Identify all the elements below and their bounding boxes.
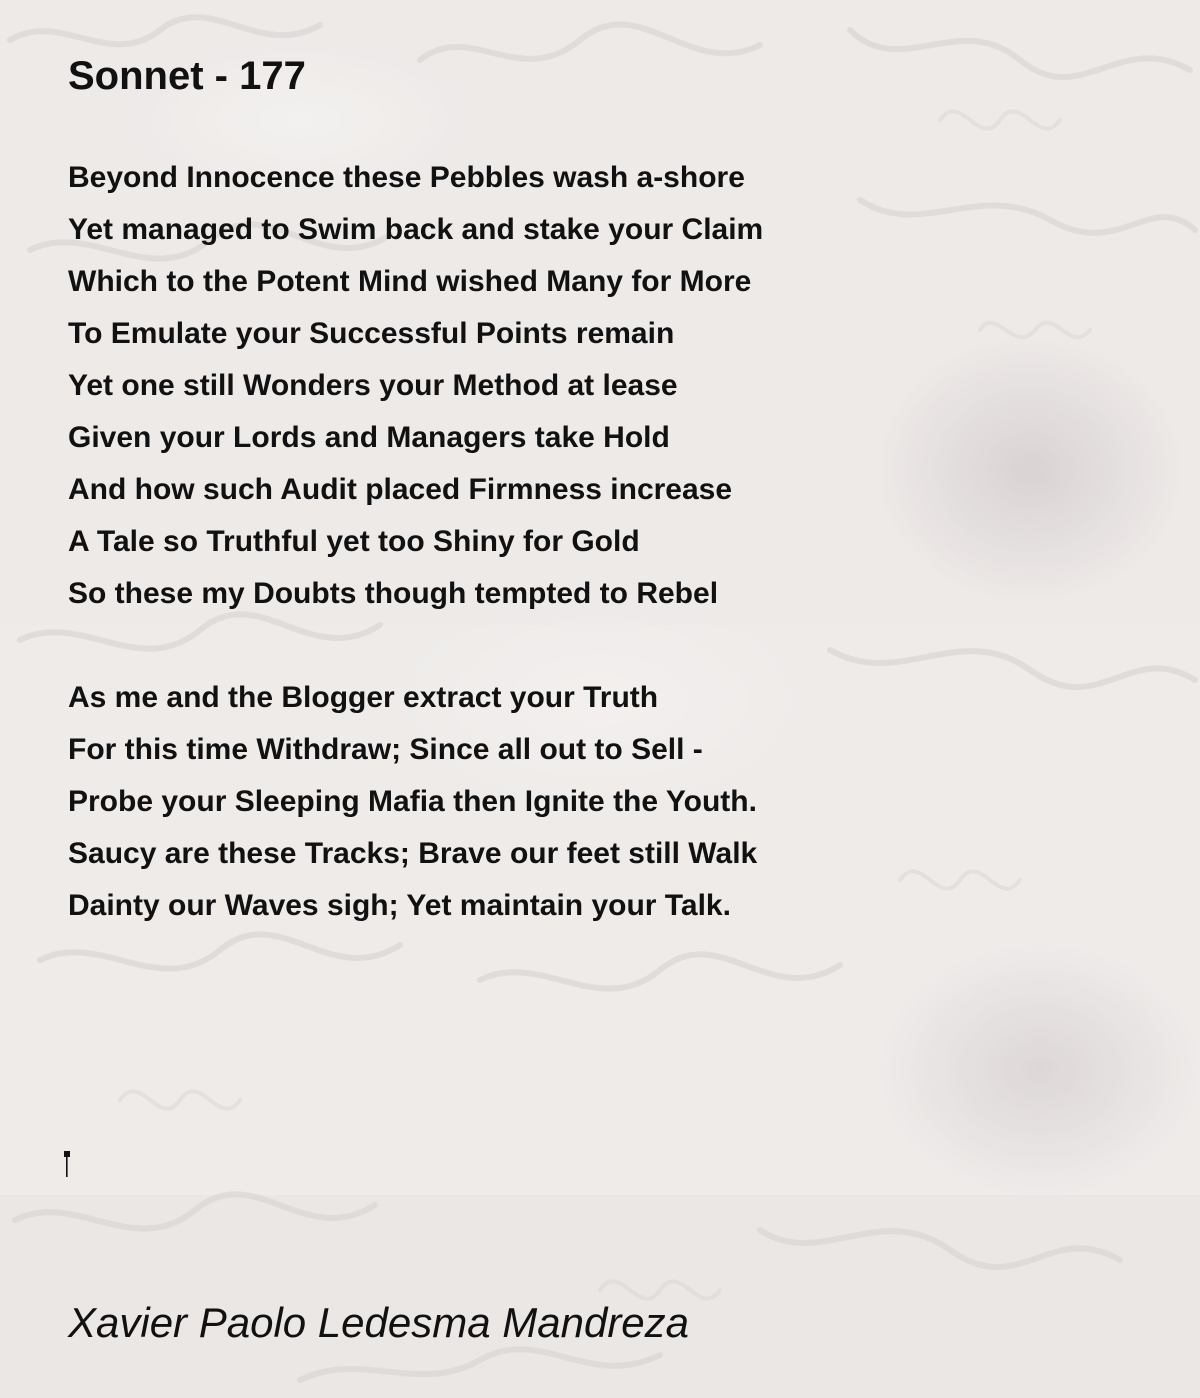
poem-line: Saucy are these Tracks; Brave our feet still Walk <box>68 837 758 870</box>
poem-line: And how such Audit placed Firmness increase <box>68 473 733 506</box>
poem-line: As me and the Blogger extract your Truth <box>68 681 659 714</box>
poem-line: Beyond Innocence these Pebbles wash a-shore <box>68 161 745 194</box>
poem-stanza-2 <box>68 672 757 932</box>
poem-line: Which to the Potent Mind wished Many for More <box>68 265 752 298</box>
poem-line: Yet one still Wonders your Method at lease <box>68 369 678 402</box>
poem-line: Yet managed to Swim back and stake your Claim <box>68 213 764 246</box>
poem-line: Dainty our Waves sigh; Yet maintain your Talk. <box>68 889 731 922</box>
poem-line: So these my Doubts though tempted to Rebel <box>68 577 719 610</box>
poem-line: A Tale so Truthful yet too Shiny for Gold <box>68 525 640 558</box>
poem-line: For this time Withdraw; Since all out to Sell - <box>68 733 703 766</box>
text-cursor-icon <box>64 1151 70 1177</box>
poem-title: Sonnet - 177 <box>68 54 306 98</box>
poem-stanza-1 <box>68 152 763 620</box>
poem-line: Probe your Sleeping Mafia then Ignite the Youth. <box>68 785 757 818</box>
poem-line: To Emulate your Successful Points remain <box>68 317 675 350</box>
poem-line: Given your Lords and Managers take Hold <box>68 421 670 454</box>
poem-author: Xavier Paolo Ledesma Mandreza <box>68 1299 690 1346</box>
